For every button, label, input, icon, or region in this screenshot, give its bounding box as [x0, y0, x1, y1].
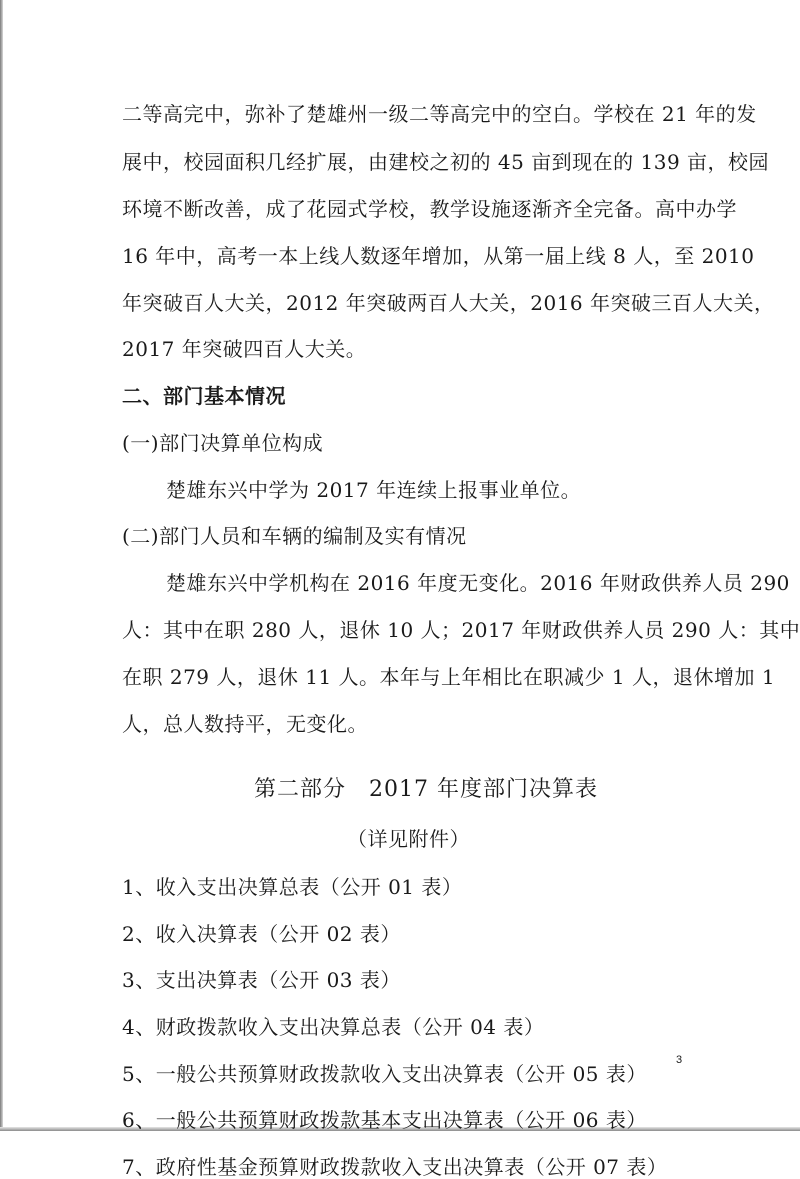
part-two-subtitle: （详见附件） — [347, 827, 470, 851]
list-item: 7、政府性基金预算财政拨款收入支出决算表（公开 07 表） — [122, 1155, 668, 1179]
page-number: 3 — [676, 1054, 683, 1066]
sub-one-text: 楚雄东兴中学为 2017 年连续上报事业单位。 — [166, 478, 582, 502]
history-line-2: 展中，校园面积几经扩展，由建校之初的 45 亩到现在的 139 亩，校园 — [122, 150, 770, 174]
list-item: 6、一般公共预算财政拨款基本支出决算表（公开 06 表） — [122, 1108, 647, 1132]
list-item: 2、收入决算表（公开 02 表） — [122, 922, 401, 946]
history-line-4: 16 年中，高考一本上线人数逐年增加，从第一届上线 8 人，至 2010 — [122, 244, 755, 268]
sub-one-heading: (一)部门决算单位构成 — [122, 431, 324, 455]
list-item: 4、财政拨款收入支出决算总表（公开 04 表） — [122, 1015, 545, 1039]
staff-line-1: 楚雄东兴中学机构在 2016 年度无变化。2016 年财政供养人员 290 — [166, 571, 790, 595]
history-line-5: 年突破百人大关，2012 年突破两百人大关，2016 年突破三百人大关， — [122, 291, 775, 315]
staff-line-2: 人：其中在职 280 人，退休 10 人；2017 年财政供养人员 290 人：其中 — [122, 618, 800, 642]
list-item: 1、收入支出决算总表（公开 01 表） — [122, 875, 463, 899]
staff-line-4: 人，总人数持平，无变化。 — [122, 712, 368, 736]
sub-two-heading: (二)部门人员和车辆的编制及实有情况 — [122, 524, 467, 548]
list-item: 3、支出决算表（公开 03 表） — [122, 968, 401, 992]
list-item: 5、一般公共预算财政拨款收入支出决算表（公开 05 表） — [122, 1062, 647, 1086]
scan-edge-left — [0, 0, 3, 1131]
staff-line-3: 在职 279 人，退休 11 人。本年与上年相比在职减少 1 人，退休增加 1 — [122, 665, 776, 689]
part-two-title: 第二部分 2017 年度部门决算表 — [254, 777, 598, 802]
history-line-1: 二等高完中，弥补了楚雄州一级二等高完中的空白。学校在 21 年的发 — [122, 102, 757, 126]
section-two-heading: 二、部门基本情况 — [122, 384, 286, 408]
history-line-3: 环境不断改善，成了花园式学校，教学设施逐渐齐全完备。高中办学 — [122, 197, 737, 221]
history-line-6: 2017 年突破四百人大关。 — [122, 337, 367, 361]
